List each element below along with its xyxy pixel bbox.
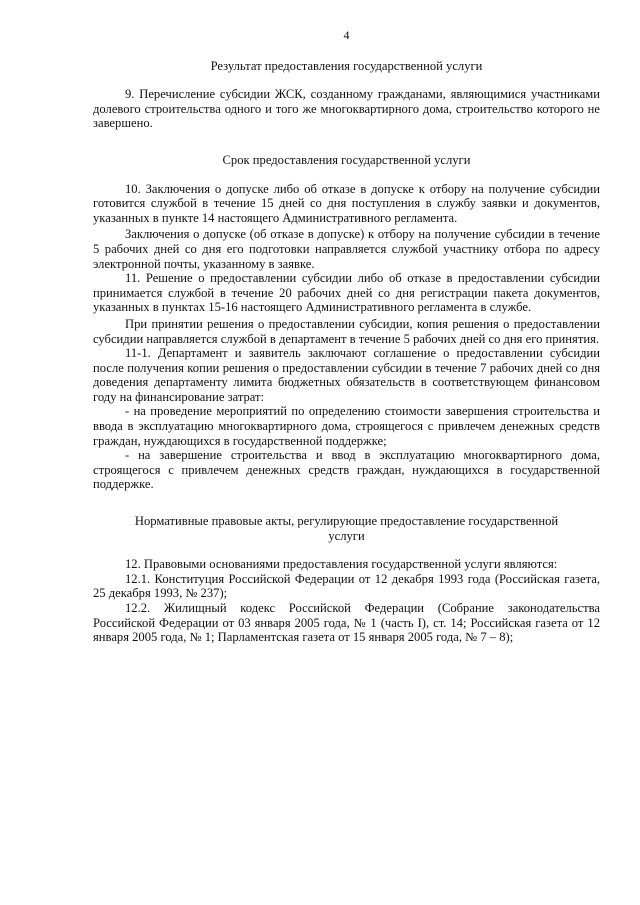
section-legal-acts <box>93 514 600 645</box>
section-term <box>93 153 600 492</box>
list-item-construction-completion: - на завершение строительства и ввод в эксплуатацию многоквартирного дома, строящегося с привлечем денежных средств граждан, нуждающихся в государственной поддержке. <box>93 448 600 492</box>
section-heading-legal-acts: Нормативные правовые акты, регулирующие предоставление государственной услуги <box>134 514 559 543</box>
paragraph-12: 12. Правовыми основаниями предоставления государственной услуги являются: <box>125 557 558 572</box>
paragraph-12-1: 12.1. Конституция Российской Федерации от 12 декабря 1993 года (Российская газета, 25 декабря 1993, № 237); <box>93 571 600 601</box>
paragraph-10-notice: Заключения о допуске (об отказе в допуске) к отбору на получение субсидии в течение 5 рабочих дней со дня его подготовки направляется службой участнику отбора по адресу электронной почты, указанному в заявке. <box>93 227 600 271</box>
paragraph-11: 11. Решение о предоставлении субсидии либо об отказе в предоставлении субсидии принимается службой в течение 20 рабочих дней со дня регистрации пакета документов, указанных в пунктах 15-16 настоящего Административного регламента в службе. <box>93 271 600 315</box>
paragraph-12-2: 12.2. Жилищный кодекс Российской Федерации (Собрание законодательства Российской Федерации от 03 января 2005 года, № 1 (часть I), ст. 14; Российская газета от 12 января 2005 года, № 1; Парламентская газета от 15 января 2005 года, № 7 – 8); <box>93 601 600 645</box>
paragraph-9: 9. Перечисление субсидии ЖСК, созданному гражданами, являющимися участниками долевого строительства одного и того же многоквартирного дома, строительство которого не завершено. <box>93 87 600 131</box>
paragraph-10: 10. Заключения о допуске либо об отказе в допуске к отбору на получение субсидии готовится службой в течение 15 дней со дня поступления в службу заявки и документов, указанных в пункте 14 настоящего Административного регламента. <box>93 181 600 225</box>
paragraph-11-1: 11-1. Департамент и заявитель заключают соглашение о предоставлении субсидии после получения копии решения о предоставлении субсидии в течение 7 рабочих дней со дня доведения департаменту лимита бюджетных обязательств в соответствующем финансовом году на финансирование затрат: <box>93 346 600 404</box>
section-result <box>93 59 600 131</box>
paragraph-11-copy: При принятии решения о предоставлении субсидии, копия решения о предоставлении субсидии направляется службой в департамент в течение 5 рабочих дней со дня его принятия. <box>93 316 600 346</box>
list-item-cost-determination: - на проведение мероприятий по определению стоимости завершения строительства и ввода в эксплуатацию многоквартирного дома, строящегося с привлечем денежных средств граждан, нуждающихся в государственной поддержке; <box>93 404 600 448</box>
section-heading-result: Результат предоставления государственной услуги <box>210 58 483 73</box>
page-number: 4 <box>343 28 350 42</box>
section-heading-term: Срок предоставления государственной услуги <box>222 152 471 167</box>
